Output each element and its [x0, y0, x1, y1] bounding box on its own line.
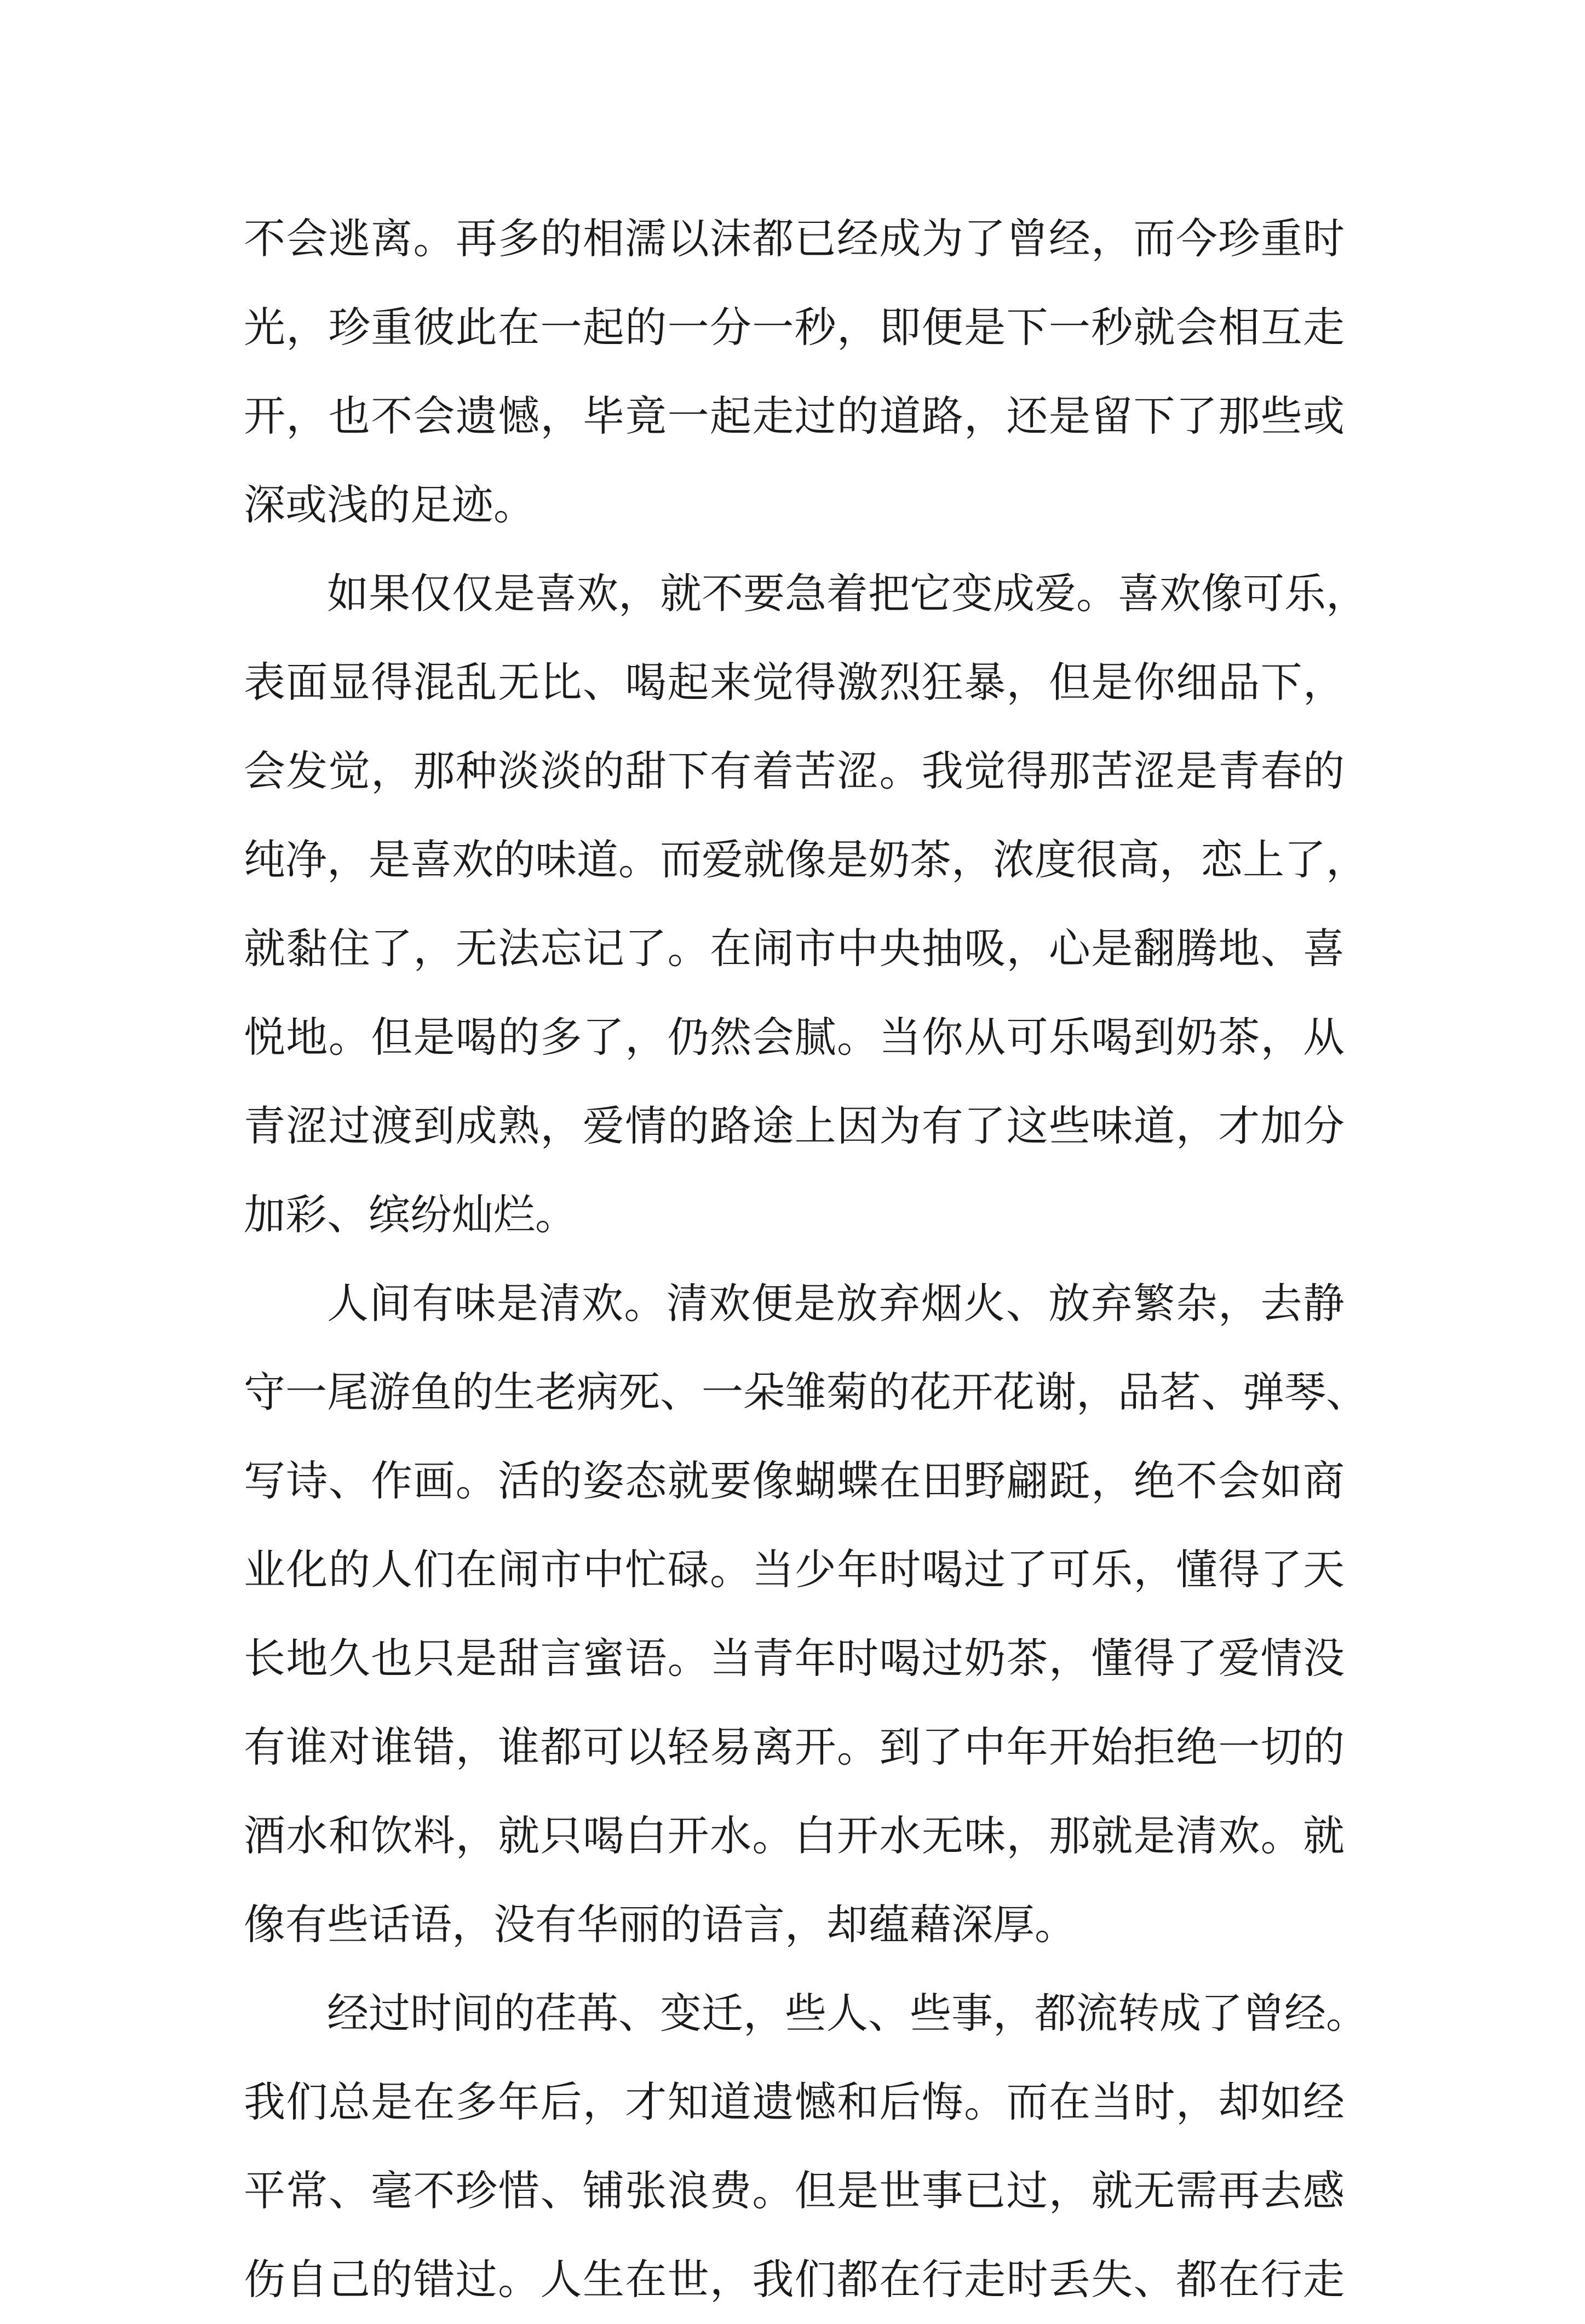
paragraph-start-line: 如果仅仅是喜欢，就不要急着把它变成爱。喜欢像可乐， — [327, 569, 1368, 618]
text-line: 业化的人们在闹市中忙碌。当少年时喝过了可乐，懂得了天 — [244, 1545, 1345, 1594]
text-line: 不会逃离。再多的相濡以沫都已经成为了曾经，而今珍重时 — [244, 214, 1345, 263]
text-line: 平常、毫不珍惜、铺张浪费。但是世事已过，就无需再去感 — [244, 2166, 1345, 2215]
text-line: 写诗、作画。活的姿态就要像蝴蝶在田野翩跹，绝不会如商 — [244, 1456, 1345, 1505]
paragraph-end-line: 深或浅的足迹。 — [244, 480, 535, 529]
text-line: 光，珍重彼此在一起的一分一秒，即便是下一秒就会相互走 — [244, 303, 1345, 352]
text-line: 有谁对谁错，谁都可以轻易离开。到了中年开始拒绝一切的 — [244, 1723, 1345, 1771]
text-line: 开，也不会遗憾，毕竟一起走过的道路，还是留下了那些或 — [244, 392, 1345, 440]
paragraph-start-line: 人间有味是清欢。清欢便是放弃烟火、放弃繁杂，去静 — [327, 1279, 1345, 1328]
text-line: 守一尾游鱼的生老病死、一朵雏菊的花开花谢，品茗、弹琴、 — [244, 1368, 1368, 1416]
text-line: 青涩过渡到成熟，爱情的路途上因为有了这些味道，才加分 — [244, 1101, 1345, 1150]
text-line: 纯净，是喜欢的味道。而爱就像是奶茶，浓度很高，恋上了， — [244, 835, 1368, 884]
text-line: 表面显得混乱无比、喝起来觉得激烈狂暴，但是你细品下， — [244, 658, 1345, 707]
text-line: 我们总是在多年后，才知道遗憾和后悔。而在当时，却如经 — [244, 2078, 1345, 2126]
text-line: 酒水和饮料，就只喝白开水。白开水无味，那就是清欢。就 — [244, 1811, 1345, 1860]
text-line: 会发觉，那种淡淡的甜下有着苦涩。我觉得那苦涩是青春的 — [244, 747, 1345, 795]
text-line: 悦地。但是喝的多了，仍然会腻。当你从可乐喝到奶茶，从 — [244, 1013, 1345, 1061]
text-line: 就黏住了，无法忘记了。在闹市中央抽吸，心是翻腾地、喜 — [244, 924, 1345, 973]
paragraph-start-line: 经过时间的荏苒、变迁，些人、些事，都流转成了曾经。 — [327, 1989, 1368, 2038]
text-line: 伤自己的错过。人生在世，我们都在行走时丢失、都在行走 — [244, 2255, 1345, 2304]
paragraph-end-line: 加彩、缤纷灿烂。 — [244, 1190, 577, 1239]
text-line: 长地久也只是甜言蜜语。当青年时喝过奶茶，懂得了爱情没 — [244, 1634, 1345, 1683]
paragraph-end-line: 像有些话语，没有华丽的语言，却蕴藉深厚。 — [244, 1900, 1076, 1949]
body-text — [244, 194, 1368, 2324]
